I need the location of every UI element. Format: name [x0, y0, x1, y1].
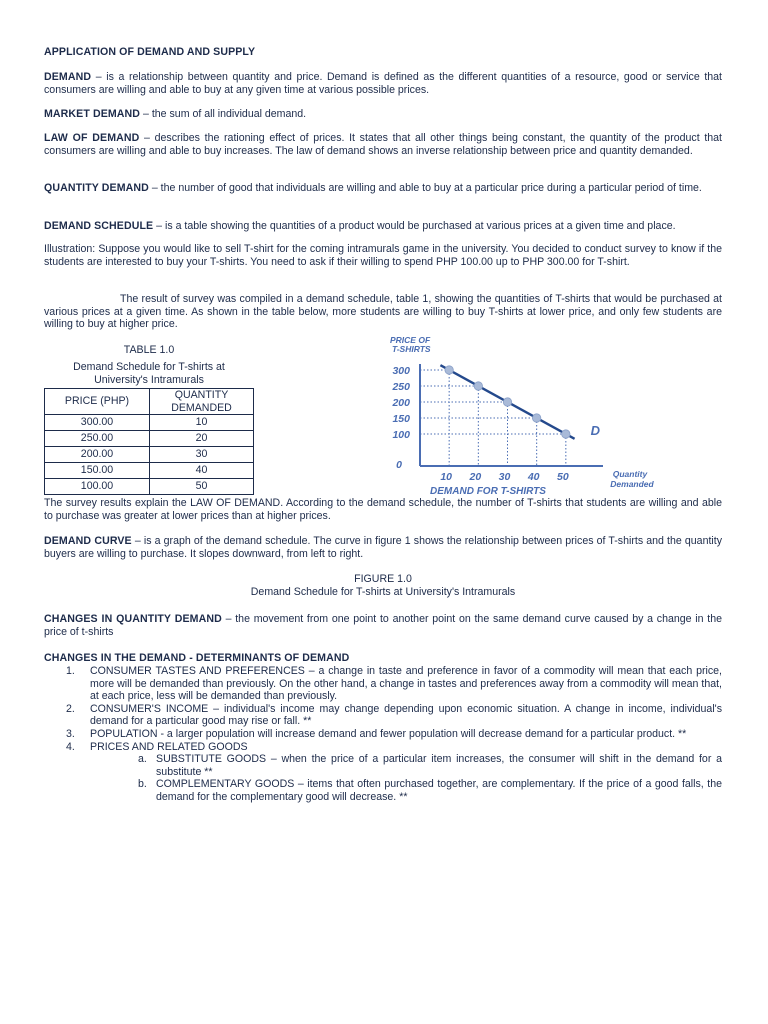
- term-text: – is a table showing the quantities of a product would be purchased at various prices at a given time and place.: [153, 220, 676, 232]
- x-axis-note-line: Quantity: [612, 469, 648, 479]
- table-cell: 20: [150, 431, 254, 447]
- table-cell: 100.00: [45, 479, 150, 495]
- determinants-list: [44, 665, 722, 804]
- y-axis-title-line: T-SHIRTS: [392, 344, 431, 354]
- list-text: CONSUMER'S INCOME – individual's income may change depending upon economic situation. A change in income, individual's demand for a particular good may rise or fall. **: [90, 702, 722, 728]
- definition-quantity-demand: [44, 182, 722, 195]
- table-header-row: [45, 389, 254, 415]
- y-axis-title-line: PRICE OF: [390, 335, 431, 345]
- y-tick-label: 100: [392, 429, 410, 441]
- table-row: [45, 415, 254, 431]
- definition-law-of-demand: [44, 132, 722, 157]
- list-item: [44, 728, 722, 741]
- x-axis-title: DEMAND FOR T-SHIRTS: [430, 486, 546, 497]
- determinants-heading: CHANGES IN THE DEMAND - DETERMINANTS OF DEMAND: [44, 652, 350, 664]
- table-label: TABLE 1.0: [123, 344, 175, 356]
- sub-list-item: [44, 753, 722, 778]
- list-item: [44, 703, 722, 728]
- x-tick-label: 20: [469, 471, 482, 483]
- term-text: – is a relationship between quantity and price. Demand is defined as the different quantities of a resource, good or service that consumers are willing and able to buy at any given time at various possible prices.: [44, 71, 722, 96]
- list-text: PRICES AND RELATED GOODS: [90, 740, 248, 753]
- y-tick-label: 150: [392, 413, 410, 425]
- definition-demand: [44, 71, 722, 96]
- x-tick-label: 50: [556, 471, 569, 483]
- x-tick-label: 30: [498, 471, 511, 483]
- data-point: [503, 398, 511, 406]
- data-point: [562, 430, 570, 438]
- table-cell: 40: [150, 463, 254, 479]
- y-tick-label: 0: [396, 459, 402, 471]
- chart-guide-lines: [420, 370, 566, 466]
- table-cell: 150.00: [45, 463, 150, 479]
- list-number: 4.: [66, 740, 75, 753]
- list-number: 2.: [66, 702, 75, 715]
- table-row: [45, 431, 254, 447]
- figure-label: FIGURE 1.0: [354, 573, 412, 585]
- term-text: – the number of good that individuals are willing and able to buy at a particular price during a particular period of time.: [148, 182, 702, 194]
- chart-axes: [420, 364, 603, 466]
- table-cell: 300.00: [45, 415, 150, 431]
- table-row: [45, 447, 254, 463]
- term-label: DEMAND SCHEDULE: [44, 220, 154, 232]
- term-text: – is a graph of the demand schedule. The curve in figure 1 shows the relationship between prices of T-shirts and the quantity buyers are willing to purchase. It slopes downward, from left to right.: [44, 535, 722, 560]
- column-header: QUANTITY DEMANDED: [150, 389, 254, 415]
- list-item: [44, 665, 722, 703]
- x-axis-note-line: Demanded: [610, 479, 654, 489]
- y-tick-label: 200: [392, 397, 410, 409]
- sub-list-item: [44, 778, 722, 803]
- page-title: APPLICATION OF DEMAND AND SUPPLY: [44, 46, 256, 58]
- x-tick-label: 40: [527, 471, 540, 483]
- column-header: PRICE (PHP): [45, 389, 150, 415]
- sub-list-letter: a.: [138, 753, 147, 766]
- table-row: [45, 479, 254, 495]
- term-label: DEMAND CURVE: [44, 535, 132, 547]
- term-label: MARKET DEMAND: [44, 108, 141, 120]
- term-label: DEMAND: [44, 71, 92, 83]
- x-tick-label: 10: [440, 471, 453, 483]
- chart-labels: [390, 335, 655, 497]
- list-number: 3.: [66, 727, 75, 740]
- figure-caption: Demand Schedule for T-shirts at University's Intramurals: [250, 586, 516, 598]
- term-label: CHANGES IN QUANTITY DEMAND: [44, 613, 222, 625]
- list-text: CONSUMER TASTES AND PREFERENCES – a change in taste and preference in favor of a commodity will mean that each price, more will be demanded than previously. On the other hand, a change in tastes and preferences away from a commodity will mean that, at each price, less will be demanded than previously.: [90, 665, 722, 703]
- y-tick-label: 250: [392, 381, 410, 393]
- survey-results-paragraph: The survey results explain the LAW OF DEMAND. According to the demand schedule, the number of T-shirts that students are willing and able to purchase was greater at lower prices than at higher prices.: [44, 497, 722, 522]
- term-text: – describes the rationing effect of prices. It states that all other things being constant, the quantity of the product that consumers are willing and able to buy increases. The law of demand shows an inverse relationship between price and quantity demanded.: [44, 132, 722, 157]
- data-point: [474, 382, 482, 390]
- term-text: – the sum of all individual demand.: [140, 108, 307, 120]
- table-cell: 50: [150, 479, 254, 495]
- illustration-paragraph: Illustration: Suppose you would like to sell T-shirt for the coming intramurals game in the university. You decided to conduct survey to know if the students are interested to buy your T-shirts. You need to ask if their willing to spend PHP 100.00 up to PHP 300.00 for T-shirt.: [44, 243, 722, 268]
- table-cell: 30: [150, 447, 254, 463]
- demand-schedule-table: [44, 388, 254, 495]
- list-text: POPULATION - a larger population will increase demand and fewer population will decrease demand for a particular product. **: [90, 727, 687, 740]
- definition-demand-schedule: [44, 220, 722, 233]
- list-item: [44, 741, 722, 754]
- definition-market-demand: [44, 108, 722, 121]
- data-point: [532, 414, 540, 422]
- survey-intro-paragraph: The result of survey was compiled in a demand schedule, table 1, showing the quantities of T-shirts that would be purchased at various prices at a given time. As shown in the table below, more students are willing to buy T-shirts at lower price, and only few students are willing to buy at higher price.: [44, 293, 722, 331]
- sub-list-letter: b.: [138, 778, 147, 791]
- table-caption: Demand Schedule for T-shirts at University's Intramurals: [73, 361, 225, 386]
- table-cell: 250.00: [45, 431, 150, 447]
- list-number: 1.: [66, 665, 75, 677]
- table-cell: 200.00: [45, 447, 150, 463]
- sub-list-text: COMPLEMENTARY GOODS – items that often purchased together, are complementary. If the price of a good falls, the demand for the complementary good will decrease. **: [156, 778, 722, 803]
- series-label: D: [590, 422, 600, 438]
- term-text: – the movement from one point to another point on the same demand curve caused by a change in the price of t-shirts: [44, 613, 722, 638]
- data-point: [445, 366, 453, 374]
- sub-list-text: SUBSTITUTE GOODS – when the price of a particular item increases, the consumer will shift in the demand for a substitute **: [156, 753, 722, 778]
- demand-curve-chart: [380, 332, 670, 498]
- term-label: LAW OF DEMAND: [44, 132, 140, 144]
- term-label: QUANTITY DEMAND: [44, 182, 149, 194]
- y-tick-label: 300: [392, 365, 410, 377]
- definition-changes-in-quantity-demand: [44, 613, 722, 638]
- table-row: [45, 463, 254, 479]
- table-cell: 10: [150, 415, 254, 431]
- definition-demand-curve: [44, 535, 722, 560]
